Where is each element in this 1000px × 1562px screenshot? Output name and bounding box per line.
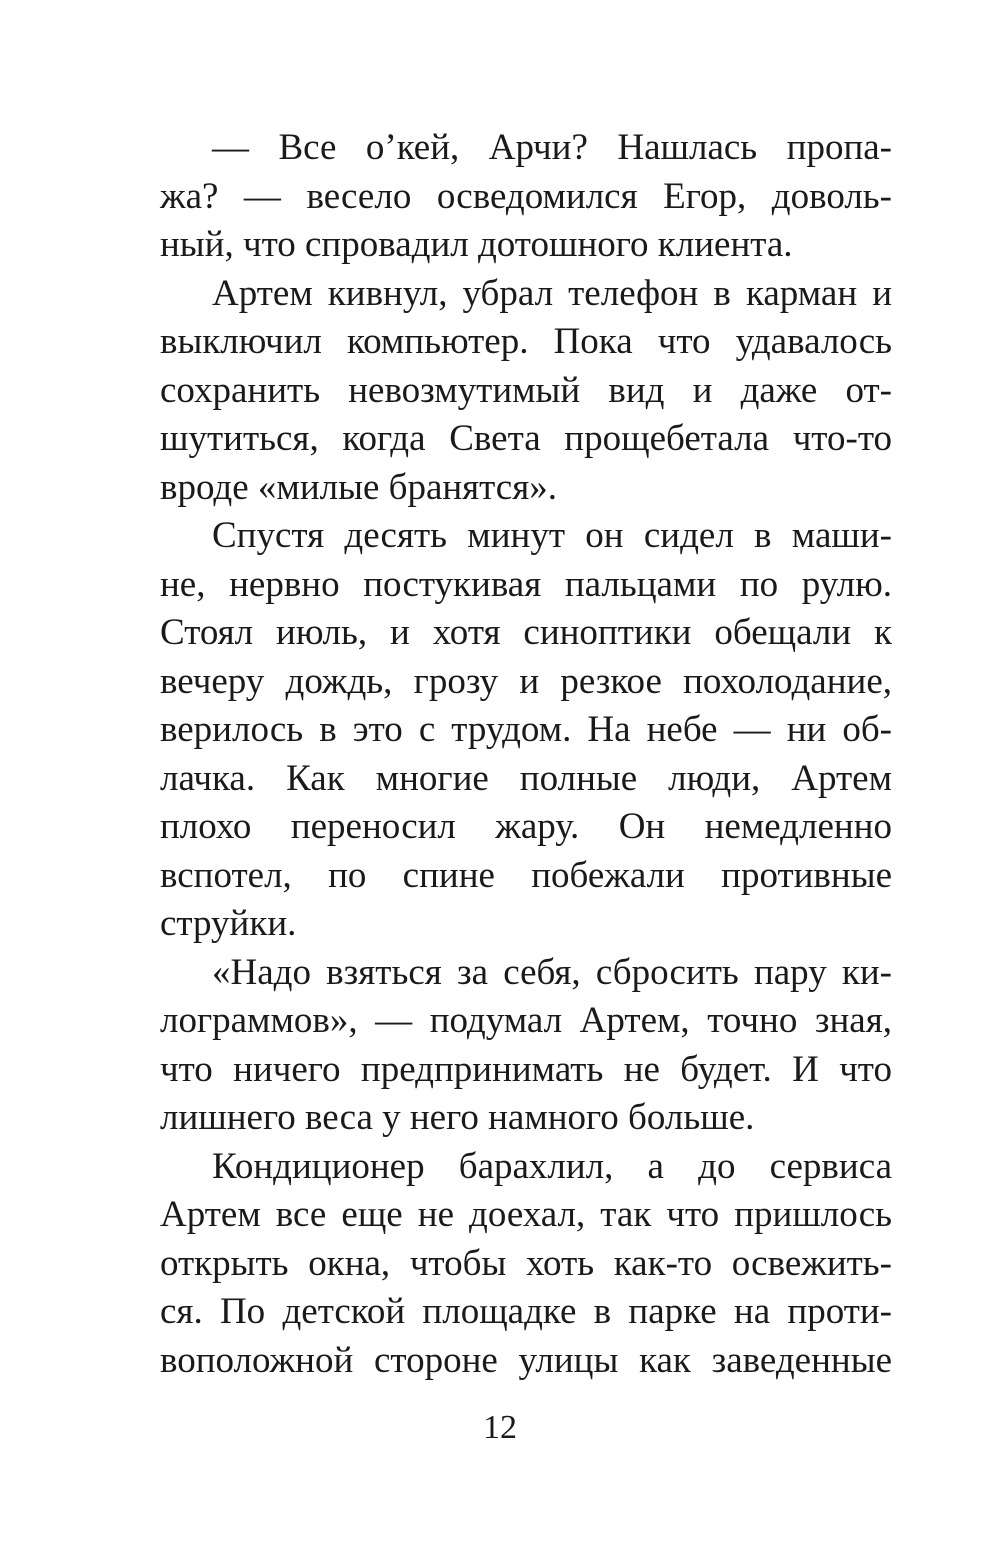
text-line: воположной стороне улицы как заведенные — [160, 1339, 892, 1381]
text-line: ся. По детской площадке в парке на проти- — [160, 1291, 892, 1332]
text-line: ный, что спровадил дотошного клиента. — [160, 224, 793, 265]
text-line: «Надо взяться за себя, сбросить пару ки- — [212, 951, 892, 993]
text-line: сохранить невозмутимый вид и даже от- — [160, 369, 892, 411]
text-line: Стоял июль, и хотя синоптики обещали к — [160, 612, 892, 653]
text-line: лишнего веса у него намного больше. — [160, 1097, 755, 1138]
text-line: струйки. — [160, 903, 297, 944]
text-line: вспотел, по спине побежали противные — [160, 854, 892, 896]
text-line: шутиться, когда Света прощебетала что-то — [160, 418, 892, 459]
text-line: Спустя десять минут он сидел в маши- — [212, 515, 892, 556]
text-line: — Все о’кей, Арчи? Нашлась пропа- — [212, 127, 892, 168]
page-number: 12 — [483, 1409, 517, 1446]
text-line: верилось в это с трудом. На небе — ни об- — [160, 709, 892, 750]
text-line: вроде «милые бранятся». — [160, 466, 557, 508]
text-line: Артем все еще не доехал, так что пришлось — [160, 1194, 892, 1235]
text-line: Артем кивнул, убрал телефон в карман и — [212, 272, 892, 314]
text-line: лограммов», — подумал Артем, точно зная, — [160, 1000, 892, 1041]
text-line: плохо переносил жару. Он немедленно — [160, 806, 892, 847]
text-line: Кондиционер барахлил, а до сервиса — [212, 1145, 892, 1187]
body-text — [160, 124, 892, 1385]
text-line: открыть окна, чтобы хоть как-то освежить- — [160, 1242, 892, 1284]
text-line: вечеру дождь, грозу и резкое похолодание, — [160, 660, 892, 702]
text-line: лачка. Как многие полные люди, Артем — [160, 757, 892, 799]
text-line: выключил компьютер. Пока что удавалось — [160, 321, 892, 362]
text-line: не, нервно постукивая пальцами по рулю. — [160, 563, 892, 605]
text-line: что ничего предпринимать не будет. И что — [160, 1048, 892, 1090]
text-line: жа? — весело осведомился Егор, доволь- — [160, 175, 892, 217]
